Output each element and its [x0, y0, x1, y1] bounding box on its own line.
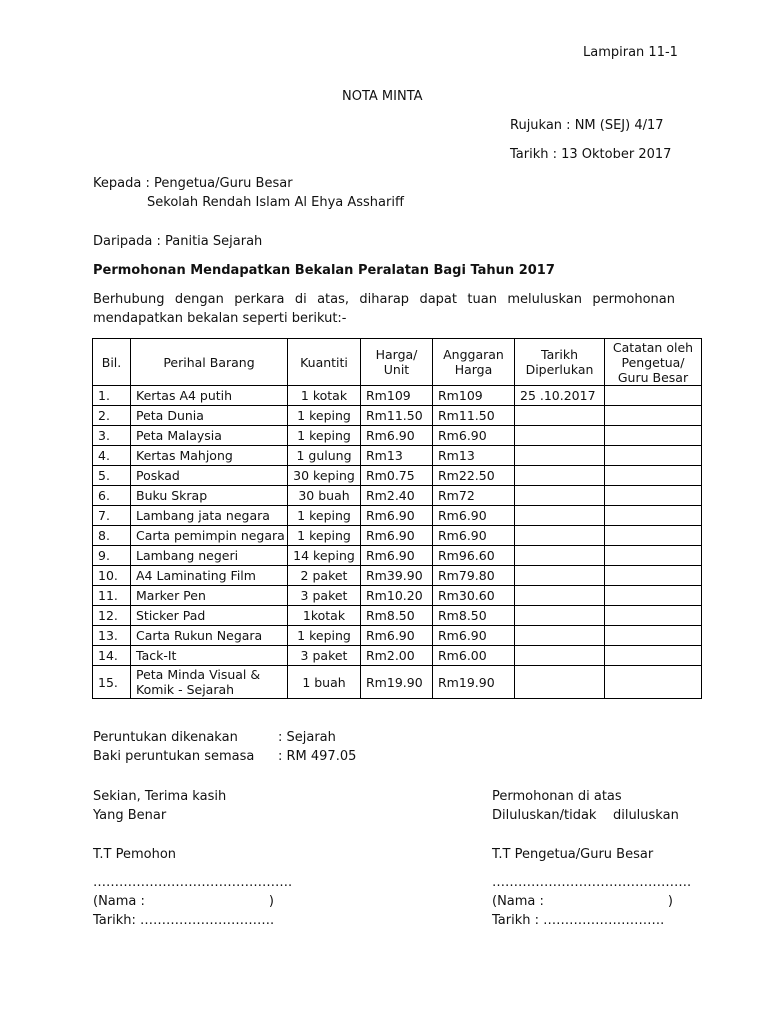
- cell-unit-price: Rm11.50: [361, 406, 433, 426]
- cell-item: Buku Skrap: [131, 486, 288, 506]
- cell-quantity: 3 paket: [288, 646, 361, 666]
- body-paragraph: Berhubung dengan perkara di atas, diharap dapat tuan meluluskan permohonan mendapatkan bekalan seperti berikut:-: [93, 292, 675, 326]
- cell-unit-price: Rm6.90: [361, 506, 433, 526]
- cell-item: Kertas A4 putih: [131, 386, 288, 406]
- cell-item: Carta Rukun Negara: [131, 626, 288, 646]
- cell-quantity: 3 paket: [288, 586, 361, 606]
- table-row: [93, 586, 702, 606]
- recipient-line-2: Sekolah Rendah Islam Al Ehya Asshariff: [147, 195, 404, 210]
- cell-quantity: 2 paket: [288, 566, 361, 586]
- table-row: [93, 606, 702, 626]
- allocation-charged-value: : Sejarah: [278, 730, 336, 745]
- cell-principal-note: [605, 606, 702, 626]
- table-body: [93, 386, 702, 699]
- cell-estimated-price: Rm72: [433, 486, 515, 506]
- principal-name-field: (Nama : ): [492, 894, 673, 909]
- table-row: [93, 386, 702, 406]
- cell-unit-price: Rm19.90: [361, 666, 433, 699]
- cell-date-needed: [515, 446, 605, 466]
- table-row: [93, 566, 702, 586]
- cell-estimated-price: Rm22.50: [433, 466, 515, 486]
- cell-date-needed: [515, 406, 605, 426]
- cell-quantity: 1 keping: [288, 406, 361, 426]
- applicant-date-field: Tarikh: ………………………….: [93, 913, 275, 928]
- cell-principal-note: [605, 406, 702, 426]
- cell-quantity: 1 gulung: [288, 446, 361, 466]
- cell-date-needed: [515, 606, 605, 626]
- cell-quantity: 1 keping: [288, 526, 361, 546]
- cell-date-needed: 25 .10.2017: [515, 386, 605, 406]
- cell-unit-price: Rm6.90: [361, 626, 433, 646]
- cell-item: A4 Laminating Film: [131, 566, 288, 586]
- cell-date-needed: [515, 666, 605, 699]
- cell-principal-note: [605, 426, 702, 446]
- cell-estimated-price: Rm6.90: [433, 426, 515, 446]
- approval-line-1: Permohonan di atas: [492, 789, 622, 804]
- cell-unit-price: Rm0.75: [361, 466, 433, 486]
- table-row: [93, 486, 702, 506]
- cell-bil: 4.: [93, 446, 131, 466]
- cell-principal-note: [605, 446, 702, 466]
- principal-date-field: Tarikh : ……………………….: [492, 913, 665, 928]
- header-kuantiti: Kuantiti: [288, 339, 361, 386]
- cell-principal-note: [605, 626, 702, 646]
- cell-item: Marker Pen: [131, 586, 288, 606]
- cell-quantity: 1 buah: [288, 666, 361, 699]
- cell-principal-note: [605, 546, 702, 566]
- cell-principal-note: [605, 646, 702, 666]
- cell-unit-price: Rm10.20: [361, 586, 433, 606]
- principal-signature-label: T.T Pengetua/Guru Besar: [492, 847, 654, 862]
- cell-item: Tack-It: [131, 646, 288, 666]
- table-row: [93, 546, 702, 566]
- allocation-balance-value: : RM 497.05: [278, 749, 357, 764]
- table-row: [93, 426, 702, 446]
- cell-estimated-price: Rm6.90: [433, 626, 515, 646]
- cell-quantity: 1 kotak: [288, 386, 361, 406]
- applicant-signature-line: ……………………………………….: [93, 875, 293, 890]
- table-row: [93, 626, 702, 646]
- cell-estimated-price: Rm96.60: [433, 546, 515, 566]
- cell-date-needed: [515, 506, 605, 526]
- cell-item: Carta pemimpin negara: [131, 526, 288, 546]
- cell-bil: 3.: [93, 426, 131, 446]
- cell-estimated-price: Rm8.50: [433, 606, 515, 626]
- cell-date-needed: [515, 526, 605, 546]
- document-title: NOTA MINTA: [342, 89, 423, 104]
- cell-item: Kertas Mahjong: [131, 446, 288, 466]
- cell-unit-price: Rm13: [361, 446, 433, 466]
- header-bil: Bil.: [93, 339, 131, 386]
- cell-estimated-price: Rm109: [433, 386, 515, 406]
- allocation-balance-label: Baki peruntukan semasa: [93, 749, 255, 764]
- cell-bil: 5.: [93, 466, 131, 486]
- cell-unit-price: Rm2.00: [361, 646, 433, 666]
- cell-unit-price: Rm39.90: [361, 566, 433, 586]
- cell-date-needed: [515, 626, 605, 646]
- reference-number: Rujukan : NM (SEJ) 4/17: [510, 118, 664, 133]
- cell-date-needed: [515, 426, 605, 446]
- cell-unit-price: Rm109: [361, 386, 433, 406]
- cell-unit-price: Rm6.90: [361, 426, 433, 446]
- table-row: [93, 526, 702, 546]
- cell-principal-note: [605, 486, 702, 506]
- applicant-name-field: (Nama : ): [93, 894, 274, 909]
- cell-unit-price: Rm6.90: [361, 526, 433, 546]
- cell-bil: 9.: [93, 546, 131, 566]
- cell-item: Lambang negeri: [131, 546, 288, 566]
- table-row: [93, 506, 702, 526]
- cell-estimated-price: Rm11.50: [433, 406, 515, 426]
- cell-quantity: 30 buah: [288, 486, 361, 506]
- cell-principal-note: [605, 566, 702, 586]
- closing-thanks: Sekian, Terima kasih: [93, 789, 227, 804]
- table-row: [93, 446, 702, 466]
- cell-bil: 2.: [93, 406, 131, 426]
- table-header-row: [93, 339, 702, 386]
- table-row: [93, 666, 702, 699]
- cell-item: Peta Dunia: [131, 406, 288, 426]
- approval-line-2: Diluluskan/tidak diluluskan: [492, 808, 679, 823]
- cell-principal-note: [605, 526, 702, 546]
- cell-estimated-price: Rm13: [433, 446, 515, 466]
- cell-bil: 1.: [93, 386, 131, 406]
- cell-bil: 10.: [93, 566, 131, 586]
- cell-bil: 11.: [93, 586, 131, 606]
- header-anggaran-harga: Anggaran Harga: [433, 339, 515, 386]
- cell-principal-note: [605, 666, 702, 699]
- cell-estimated-price: Rm19.90: [433, 666, 515, 699]
- cell-estimated-price: Rm6.90: [433, 506, 515, 526]
- cell-item: Peta Minda Visual & Komik - Sejarah: [131, 666, 288, 699]
- cell-principal-note: [605, 586, 702, 606]
- cell-bil: 15.: [93, 666, 131, 699]
- cell-date-needed: [515, 646, 605, 666]
- cell-principal-note: [605, 466, 702, 486]
- cell-date-needed: [515, 586, 605, 606]
- cell-date-needed: [515, 466, 605, 486]
- applicant-signature-label: T.T Pemohon: [93, 847, 177, 862]
- cell-principal-note: [605, 506, 702, 526]
- cell-bil: 12.: [93, 606, 131, 626]
- appendix-label: Lampiran 11-1: [583, 45, 678, 60]
- allocation-charged-label: Peruntukan dikenakan: [93, 730, 238, 745]
- table-row: [93, 406, 702, 426]
- cell-quantity: 30 keping: [288, 466, 361, 486]
- cell-bil: 14.: [93, 646, 131, 666]
- cell-quantity: 1kotak: [288, 606, 361, 626]
- document-date: Tarikh : 13 Oktober 2017: [510, 147, 672, 162]
- cell-quantity: 1 keping: [288, 626, 361, 646]
- sender-line: Daripada : Panitia Sejarah: [93, 234, 263, 249]
- closing-yours: Yang Benar: [93, 808, 167, 823]
- cell-date-needed: [515, 546, 605, 566]
- table-row: [93, 646, 702, 666]
- cell-unit-price: Rm8.50: [361, 606, 433, 626]
- cell-estimated-price: Rm6.90: [433, 526, 515, 546]
- cell-bil: 8.: [93, 526, 131, 546]
- cell-unit-price: Rm2.40: [361, 486, 433, 506]
- cell-item: Peta Malaysia: [131, 426, 288, 446]
- principal-signature-line: ……………………………………….: [492, 875, 692, 890]
- cell-quantity: 1 keping: [288, 506, 361, 526]
- table-row: [93, 466, 702, 486]
- header-catatan: Catatan oleh Pengetua/ Guru Besar: [605, 339, 702, 386]
- cell-bil: 13.: [93, 626, 131, 646]
- supply-request-table: [92, 338, 702, 699]
- cell-unit-price: Rm6.90: [361, 546, 433, 566]
- subject-heading: Permohonan Mendapatkan Bekalan Peralatan Bagi Tahun 2017: [93, 263, 555, 278]
- cell-bil: 7.: [93, 506, 131, 526]
- header-harga-unit: Harga/ Unit: [361, 339, 433, 386]
- cell-quantity: 1 keping: [288, 426, 361, 446]
- cell-estimated-price: Rm30.60: [433, 586, 515, 606]
- cell-item: Poskad: [131, 466, 288, 486]
- header-tarikh-diperlukan: Tarikh Diperlukan: [515, 339, 605, 386]
- cell-estimated-price: Rm6.00: [433, 646, 515, 666]
- cell-estimated-price: Rm79.80: [433, 566, 515, 586]
- cell-principal-note: [605, 386, 702, 406]
- cell-item: Lambang jata negara: [131, 506, 288, 526]
- cell-quantity: 14 keping: [288, 546, 361, 566]
- cell-item: Sticker Pad: [131, 606, 288, 626]
- header-perihal: Perihal Barang: [131, 339, 288, 386]
- cell-bil: 6.: [93, 486, 131, 506]
- cell-date-needed: [515, 566, 605, 586]
- cell-date-needed: [515, 486, 605, 506]
- recipient-line-1: Kepada : Pengetua/Guru Besar: [93, 176, 293, 191]
